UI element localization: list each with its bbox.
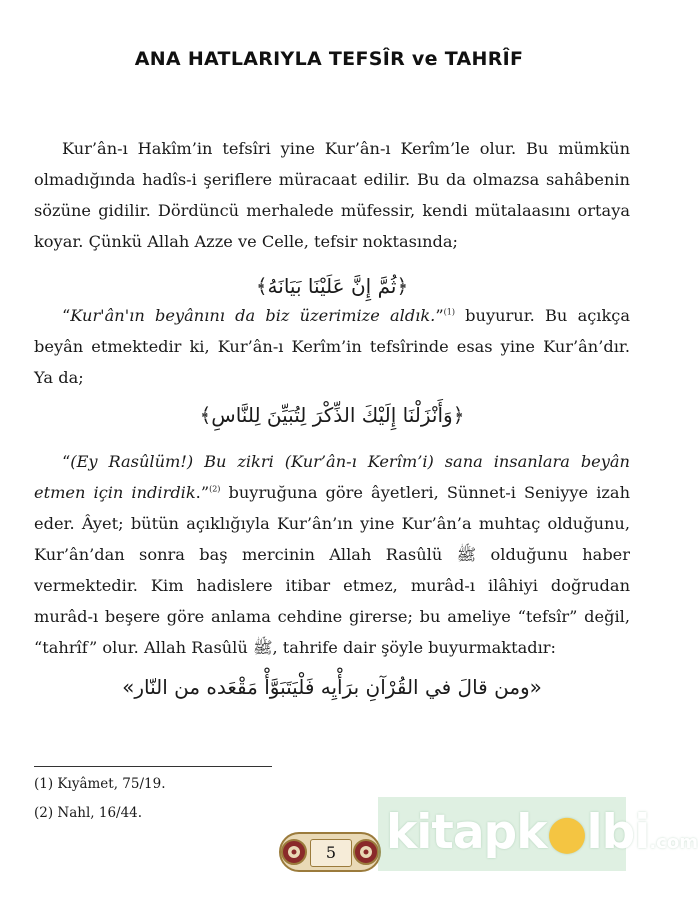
paragraph-3-part-1: buyruğuna göre âyetleri, Sünnet-i Seniyye izah eder. Âyet; bütün açıklığıyla Kur’ân’ın yine Kur’ân’a muhtaç olduğunu, Kur’ân’dan sonra baş mercinin Allah Rasûlü — [34, 483, 630, 564]
hadith-arabic — [34, 672, 630, 702]
watermark-logo — [378, 797, 698, 871]
page-number: 5 — [310, 839, 352, 867]
arabic-verse-2-text: ﴿وَأَنْزَلْنَا إِلَيْكَ الذِّكْرَ لِتُبَيِّنَ لِلنَّاسِ﴾ — [199, 403, 465, 427]
quote-open-2: “ — [62, 452, 71, 471]
footnote-1: (1) Kıyâmet, 75/19. — [34, 776, 166, 792]
watermark-suffix: .com — [649, 832, 698, 853]
paragraph-3-text — [34, 446, 630, 663]
hadith-arabic-text: «ومن قالَ في القُرْآنِ برَأْيِه فَلْيَتَبَوَّأْ مَقْعَده من النّار» — [122, 675, 542, 699]
verse-translation-2: (Ey Rasûlüm!) Bu zikri (Kur’ân-ı Kerîm’i) sana insanlara beyân etmen için indirdik — [34, 452, 630, 502]
arabic-verse-2 — [34, 400, 630, 430]
paragraph-1 — [34, 133, 630, 257]
paragraph-2-rest: buyurur. Bu açıkça beyân etmektedir ki, Kur’ân-ı Kerîm’in tefsîrinde esas yine Kur’ân’dır. Ya da; — [34, 306, 630, 387]
quote-close: ” — [435, 306, 444, 325]
page-number-ornament — [278, 829, 382, 875]
arabic-verse-1 — [34, 271, 630, 301]
paragraph-2 — [34, 300, 630, 393]
quote-open: “ — [62, 306, 71, 325]
salawat-symbol: ﷺ — [456, 545, 477, 564]
watermark-text-main: kitapk — [386, 805, 547, 860]
footnote-2: (2) Nahl, 16/44. — [34, 805, 143, 821]
paragraph-2-text — [34, 300, 630, 393]
footnote-divider — [34, 766, 272, 767]
heart-icon: ● — [546, 805, 587, 860]
watermark-text — [386, 805, 698, 860]
footnote-ref-2[interactable]: (2) — [209, 484, 221, 494]
salawat-symbol-2: ﷺ — [252, 638, 273, 657]
paragraph-3-part-2: olduğunu haber vermektedir. Kim hadislere itibar etmez, murâd-ı ilâhiyi doğrudan murâd-ı beşere göre anlama cehdine girerse; bu ameliye “tefsîr” değil, “tahrîf” olur. Allah Rasûlü — [34, 545, 630, 657]
arabic-verse-1-text: ﴿ثُمَّ إِنَّ عَلَيْنَا بَيَانَهُ﴾ — [255, 274, 409, 298]
footnote-ref-1[interactable]: (1) — [443, 307, 455, 317]
verse-translation-1: Kur'ân'ın beyânını da biz üzerimize aldık. — [70, 306, 436, 325]
paragraph-3-part-3: , tahrife dair şöyle buyurmaktadır: — [272, 638, 556, 657]
paragraph-3 — [34, 446, 630, 663]
page-title: ANA HATLARIYLA TEFSÎR ve TAHRÎF — [134, 48, 524, 70]
quote-close-2: .” — [195, 483, 210, 502]
watermark-text-end: lbi — [586, 805, 650, 860]
paragraph-1-text: Kur’ân-ı Hakîm’in tefsîri yine Kur’ân-ı Kerîm’le olur. Bu mümkün olmadığında hadîs-i şeriflere müracaat edilir. Bu da olmazsa sahâbenin sözüne gidilir. Dördüncü merhalede müfessir, kendi mütalaasını ortaya koyar. Çünkü Allah Azze ve Celle, tefsir noktasında; — [34, 139, 630, 251]
